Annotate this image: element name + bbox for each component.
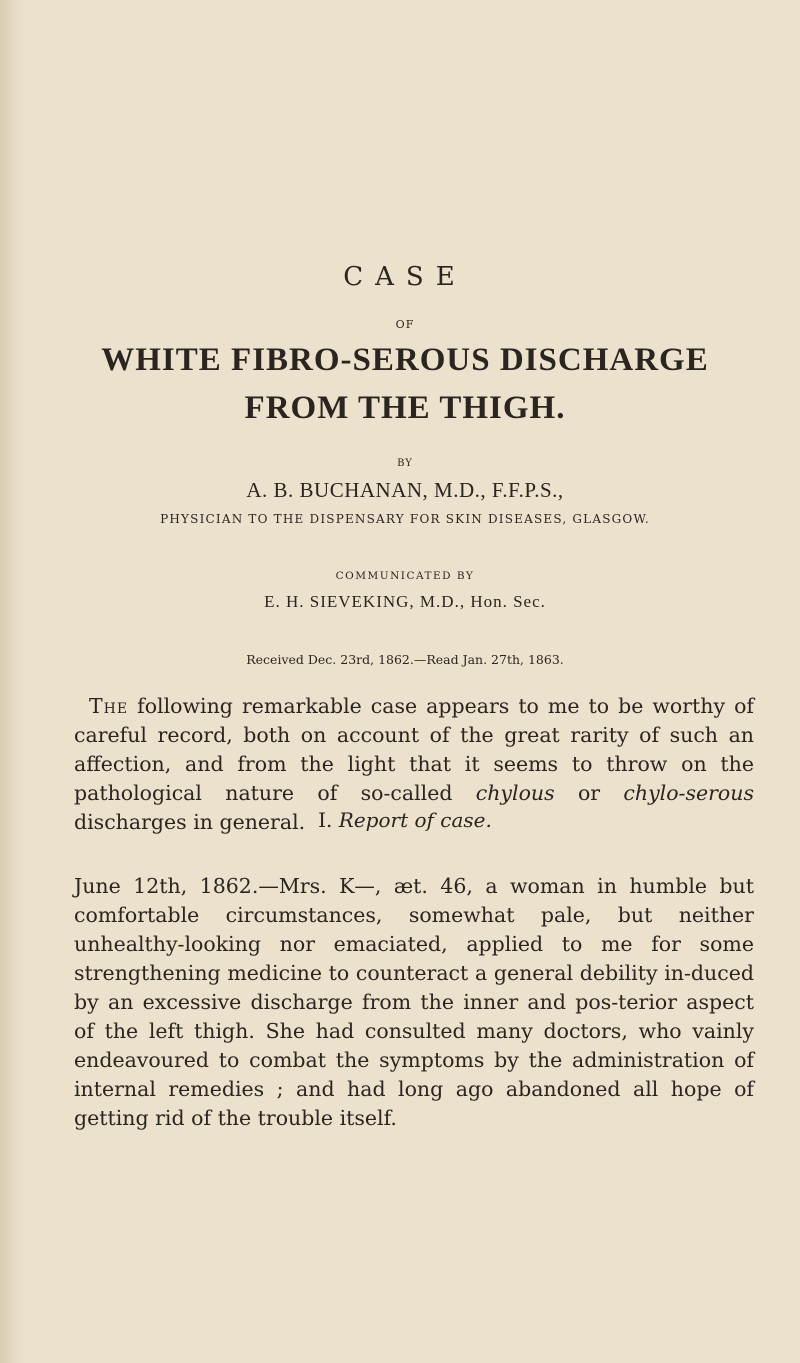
italic-term-chylous: chylous (475, 781, 555, 805)
paragraph-lead: The (89, 694, 129, 718)
communicated-by: COMMUNICATED BY (335, 570, 475, 582)
section-title: Report of case. (338, 808, 492, 832)
communicator: E. H. SIEVEKING, M.D., Hon. Sec. (264, 592, 546, 611)
author: A. B. BUCHANAN, M.D., F.F.P.S., (246, 478, 564, 502)
section-heading (60, 808, 750, 832)
of-word: OF (395, 318, 415, 331)
by-word: BY (397, 458, 413, 469)
paragraph-text-c: discharges in general. (74, 810, 306, 834)
section-number: I. (318, 808, 333, 832)
paragraph-report: June 12th, 1862.—Mrs. K—, æt. 46, a woman in humble but comfortable circumstances, somewhat pale, but neither unhealthy-looking nor emaciated, applied to me for some strengthening medicine to counteract a general debility in-duced by an excessive discharge from the inner and pos-terior aspect of the left thigh. She had consulted many doctors, who vainly endeavoured to combat the symptoms by the administration of internal remedies ; and had long ago abandoned all hope of getting rid of the trouble itself. (74, 874, 754, 1130)
paragraph-text-b: or (554, 781, 624, 805)
case-heading: CASE (343, 262, 467, 292)
received-date: Received Dec. 23rd, 1862.—Read Jan. 27th, 1863. (246, 652, 564, 667)
title-line-2: FROM THE THIGH. (244, 390, 566, 426)
page-edge (0, 0, 22, 1363)
author-affiliation: PHYSICIAN TO THE DISPENSARY FOR SKIN DISEASES, GLASGOW. (160, 512, 650, 526)
paragraph-text-a: following remarkable case appears to me to be worthy of careful record, both on account of the great rarity of such an affection, and from the light that it seems to throw on the pathological nature of so-called (74, 694, 754, 805)
title-line-1: WHITE FIBRO-SEROUS DISCHARGE (101, 342, 709, 378)
italic-term-chylo-serous: chylo-serous (623, 781, 754, 805)
